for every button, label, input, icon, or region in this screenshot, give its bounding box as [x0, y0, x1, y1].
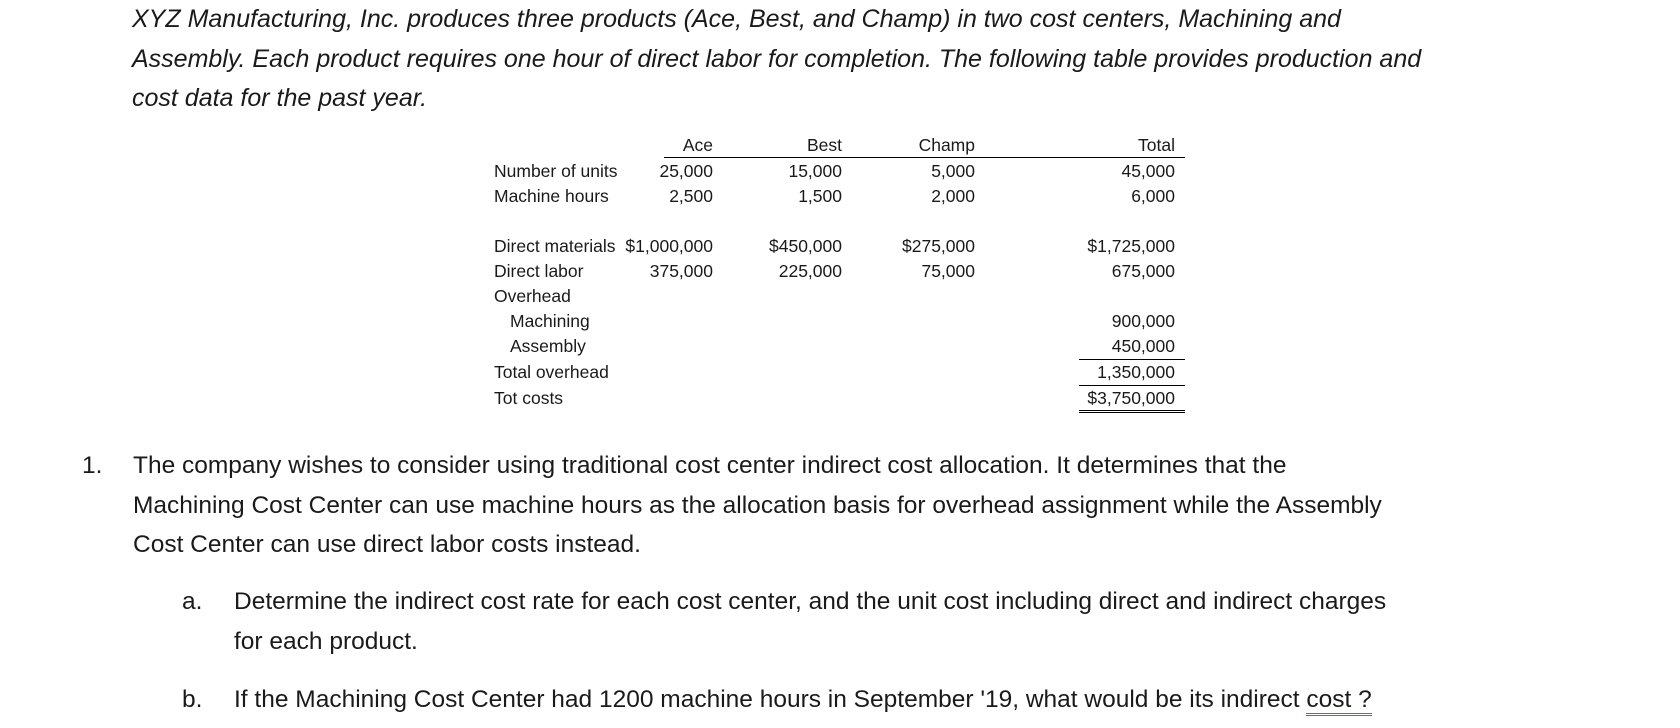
cell-value: 1,350,000 [1097, 362, 1175, 382]
cell-value: $275,000 [902, 236, 975, 256]
row-label: Tot costs [494, 388, 564, 408]
subquestion-a [234, 582, 1654, 661]
cell-value: 2,000 [931, 186, 975, 206]
cost-data-table [494, 132, 1185, 412]
header-champ: Champ [918, 135, 975, 155]
cell-value: 450,000 [1111, 336, 1175, 356]
cell-value: 75,000 [921, 261, 975, 281]
question-number: 1. [82, 452, 103, 479]
cell-value: $1,725,000 [1087, 236, 1175, 256]
cell-value: $450,000 [769, 236, 842, 256]
row-label: Machining [510, 311, 590, 331]
subquestion-b-text: If the Machining Cost Center had 1200 machine hours in September '19, what would be its indirect [234, 686, 1307, 713]
cell-value: 675,000 [1111, 261, 1175, 281]
cell-value: $1,000,000 [625, 236, 713, 256]
cell-value: 6,000 [1131, 186, 1175, 206]
row-label: Direct labor [494, 261, 584, 281]
intro-line: cost data for the past year. [132, 84, 428, 112]
row-label: Direct materials [494, 236, 616, 256]
cell-value: 25,000 [659, 161, 713, 181]
question-line: Cost Center can use direct labor costs instead. [133, 531, 641, 558]
grand-total-double-rule [1079, 410, 1185, 413]
header-ace: Ace [682, 135, 713, 155]
header-total: Total [1138, 135, 1175, 155]
cell-value: 900,000 [1111, 311, 1175, 331]
cell-value: 5,000 [931, 161, 975, 181]
question-line: Machining Cost Center can use machine hours as the allocation basis for overhead assignment while the Assembly [133, 491, 1382, 519]
row-label: Total overhead [494, 362, 609, 382]
question-text [133, 446, 1633, 565]
subquestion-b [234, 680, 1654, 720]
cell-value: $3,750,000 [1087, 388, 1175, 408]
row-label: Assembly [510, 336, 586, 356]
intro-line: Assembly. Each product requires one hour of direct labor for completion. The following table provides production and [132, 44, 1422, 73]
header-underline [664, 157, 1185, 158]
cell-value: 2,500 [669, 186, 713, 206]
subquestion-a-marker: a. [182, 588, 203, 615]
cell-value: 375,000 [649, 261, 713, 281]
row-label: Number of units [494, 161, 618, 181]
cell-value: 45,000 [1121, 161, 1175, 181]
row-label: Machine hours [494, 186, 609, 206]
question-line: The company wishes to consider using traditional cost center indirect cost allocation. It determines that the [133, 452, 1287, 479]
row-label: Overhead [494, 286, 571, 306]
cell-value: 15,000 [788, 161, 842, 181]
subquestion-b-marker: b. [182, 686, 203, 713]
subquestion-b-underlined: cost ? [1306, 686, 1371, 716]
intro-line: XYZ Manufacturing, Inc. produces three products (Ace, Best, and Champ) in two cost centers, Machining and [132, 5, 1341, 33]
subtotal-rule [1079, 385, 1185, 386]
cell-value: 1,500 [798, 186, 842, 206]
cell-value: 225,000 [778, 261, 842, 281]
header-best: Best [806, 135, 842, 155]
subquestion-line: for each product. [234, 627, 418, 655]
intro-paragraph [132, 0, 1612, 119]
subquestion-line: Determine the indirect cost rate for each cost center, and the unit cost including direct and indirect charges [234, 588, 1387, 615]
subtotal-rule [1079, 359, 1185, 360]
